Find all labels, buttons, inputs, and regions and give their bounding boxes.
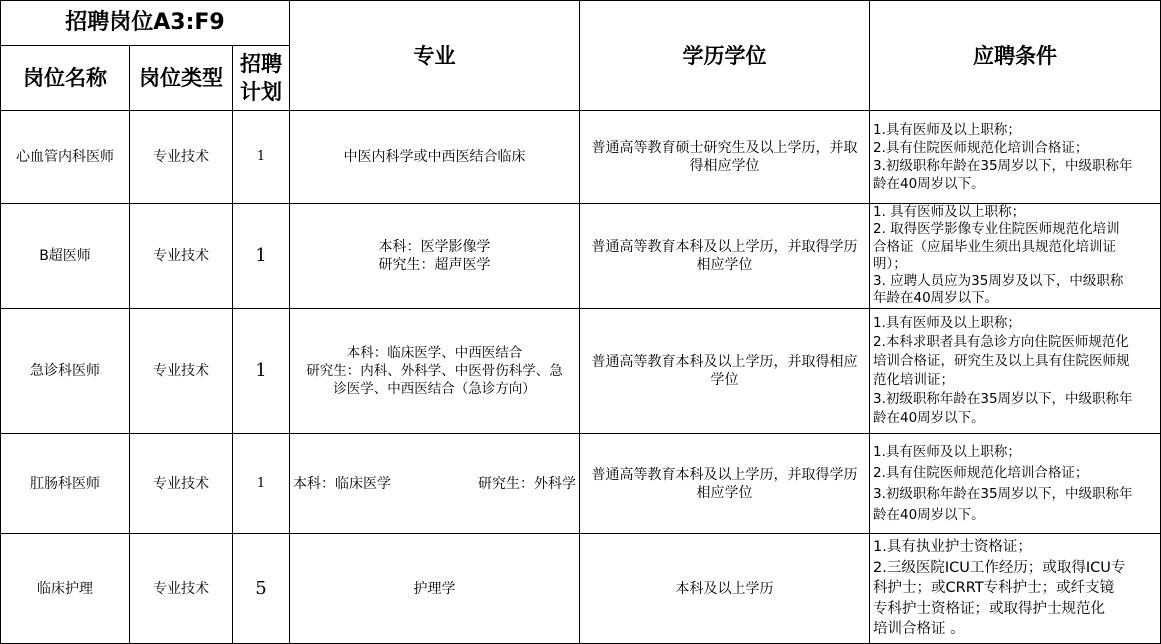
header-position-type: 岗位类型: [130, 46, 233, 111]
row-position-type: 专业技术: [130, 434, 233, 534]
row-degree: 普通高等教育本科及以上学历，并取得学历 相应学位: [580, 434, 870, 534]
row-major: 护理学: [290, 534, 580, 644]
row-requirements: 1.具有医师及以上职称； 2.本科求职者具有急诊方向住院医师规范化 培训合格证，研究生及以上具有住院医师规 范化培训证； 3.初级职称年龄在35周岁以下，中级职称年 龄在40周岁以下。: [870, 309, 1161, 434]
row-position-type: 专业技术: [130, 204, 233, 309]
row-quota: 1: [233, 434, 290, 534]
header-requirements: 应聘条件: [870, 0, 1161, 111]
row-position-name: 临床护理: [0, 534, 130, 644]
header-quota: 招聘计划: [233, 46, 290, 111]
row-position-type: 专业技术: [130, 534, 233, 644]
header-major: 专业: [290, 0, 580, 111]
row-major: 本科：临床医学、中西医结合 研究生：内科、外科学、中医骨伤科学、急 诊医学、中西医结合（急诊方向）: [290, 309, 580, 434]
row-position-type: 专业技术: [130, 309, 233, 434]
row-quota: 1: [233, 204, 290, 309]
row-quota: 5: [233, 534, 290, 644]
row-major: 中医内科学或中西医结合临床: [290, 111, 580, 204]
row-requirements: 1. 具有医师及以上职称； 2. 取得医学影像专业住院医师规范化培训 合格证（应届毕业生须出具规范化培训证 明）； 3. 应聘人员应为35周岁及以下，中级职称 年龄在40周岁以下。: [870, 204, 1161, 309]
row-position-name: 心血管内科医师: [0, 111, 130, 204]
row-position-name: B超医师: [0, 204, 130, 309]
row-quota: 1: [233, 309, 290, 434]
row-position-type: 专业技术: [130, 111, 233, 204]
row-position-name: 急诊科医师: [0, 309, 130, 434]
row-degree: 本科及以上学历: [580, 534, 870, 644]
row-quota: 1: [233, 111, 290, 204]
row-position-name: 肛肠科医师: [0, 434, 130, 534]
row-requirements: 1.具有医师及以上职称； 2.具有住院医师规范化培训合格证； 3.初级职称年龄在35周岁以下，中级职称年 龄在40周岁以下。: [870, 434, 1161, 534]
header-degree: 学历学位: [580, 0, 870, 111]
row-major: [290, 434, 580, 534]
row-degree: 普通高等教育本科及以上学历，并取得相应 学位: [580, 309, 870, 434]
row-major: 本科：医学影像学 研究生：超声医学: [290, 204, 580, 309]
header-position-name: 岗位名称: [0, 46, 130, 111]
row-degree: 普通高等教育硕士研究生及以上学历，并取 得相应学位: [580, 111, 870, 204]
row-degree: 普通高等教育本科及以上学历，并取得学历 相应学位: [580, 204, 870, 309]
major-graduate: 研究生：外科学: [478, 475, 576, 492]
row-requirements: 1.具有执业护士资格证； 2.三级医院ICU工作经历；或取得ICU专 科护士；或CRRT专科护士；或纤支镜 专科护士资格证；或取得护士规范化 培训合格证 。: [870, 534, 1161, 644]
row-requirements: 1.具有医师及以上职称； 2.具有住院医师规范化培训合格证； 3.初级职称年龄在35周岁以下，中级职称年 龄在40周岁以下。: [870, 111, 1161, 204]
table-title: 招聘岗位A3:F9: [0, 0, 290, 46]
major-undergrad: 本科：临床医学: [293, 475, 391, 492]
